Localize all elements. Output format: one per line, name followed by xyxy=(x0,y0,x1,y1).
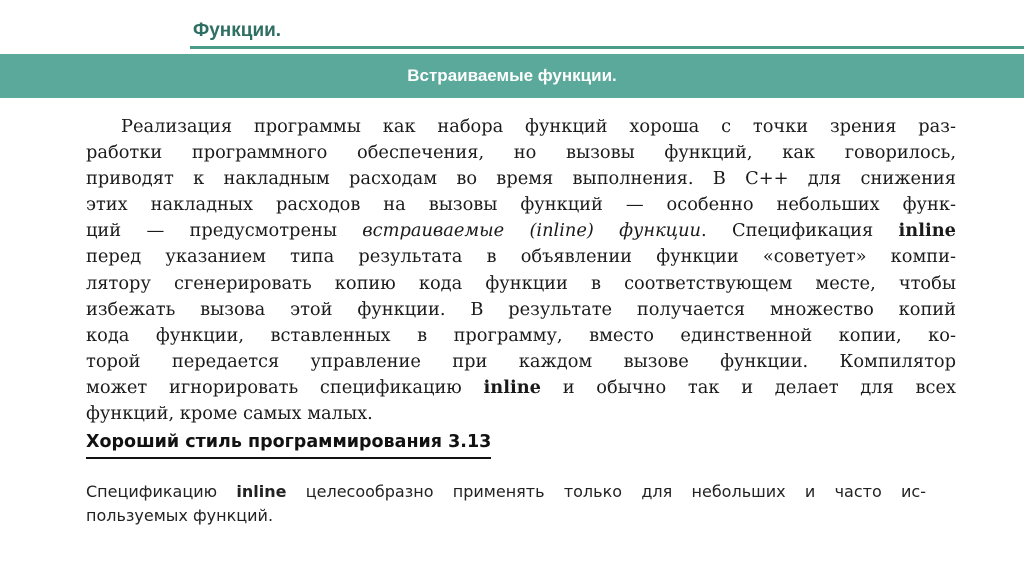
text-line: перед указанием типа результата в объявлении функции «советует» компи- xyxy=(86,246,956,268)
text-line: пользуемых функций. xyxy=(86,506,274,525)
text-line: приводят к накладным расходам во время выполнения. В C++ для снижения xyxy=(86,168,956,190)
text-fragment: . Спецификация xyxy=(701,220,899,242)
text-line: Реализация программы как набора функций хороша с точки зрения раз- xyxy=(121,116,956,137)
text-fragment: целесообразно применять только для небольших и часто ис- xyxy=(286,482,927,501)
text-fragment: ций — предусмотрены xyxy=(86,220,363,242)
section-title: Функции. xyxy=(193,20,282,41)
book-excerpt xyxy=(86,114,956,427)
style-tip-header: Хороший стиль программирования 3.13 xyxy=(86,432,491,459)
style-tip-body xyxy=(86,480,926,528)
text-line xyxy=(86,375,956,401)
text-line: этих накладных расходов на вызовы функций — особенно небольших функ- xyxy=(86,194,956,216)
text-line xyxy=(86,218,956,244)
slide-title: Встраиваемые функции. xyxy=(407,66,617,85)
text-fragment: Спецификацию xyxy=(86,482,237,501)
text-line: работки программного обеспечения, но вызовы функций, как говорилось, xyxy=(86,142,956,164)
text-line: торой передается управление при каждом вызове функции. Компилятор xyxy=(86,350,956,372)
keyword-inline: inline xyxy=(236,482,287,501)
text-line: кода функции, вставленных в программу, вместо единственной копии, ко- xyxy=(86,324,956,346)
header-rule xyxy=(190,46,1024,49)
keyword-inline: inline xyxy=(898,220,956,242)
text-line: избежать вызова этой функции. В результате получается множество копий xyxy=(86,298,956,320)
keyword-inline: inline xyxy=(483,376,541,398)
text-fragment: может игнорировать спецификацию xyxy=(86,376,484,398)
text-line xyxy=(86,480,926,504)
title-banner xyxy=(0,54,1024,98)
text-line: функций, кроме самых малых. xyxy=(86,403,373,425)
italic-term: встраиваемые (inline) функции xyxy=(362,220,701,242)
text-line: лятору сгенерировать копию кода функции в соответствующем месте, чтобы xyxy=(86,272,956,294)
text-fragment: и обычно так и делает для всех xyxy=(540,376,956,398)
